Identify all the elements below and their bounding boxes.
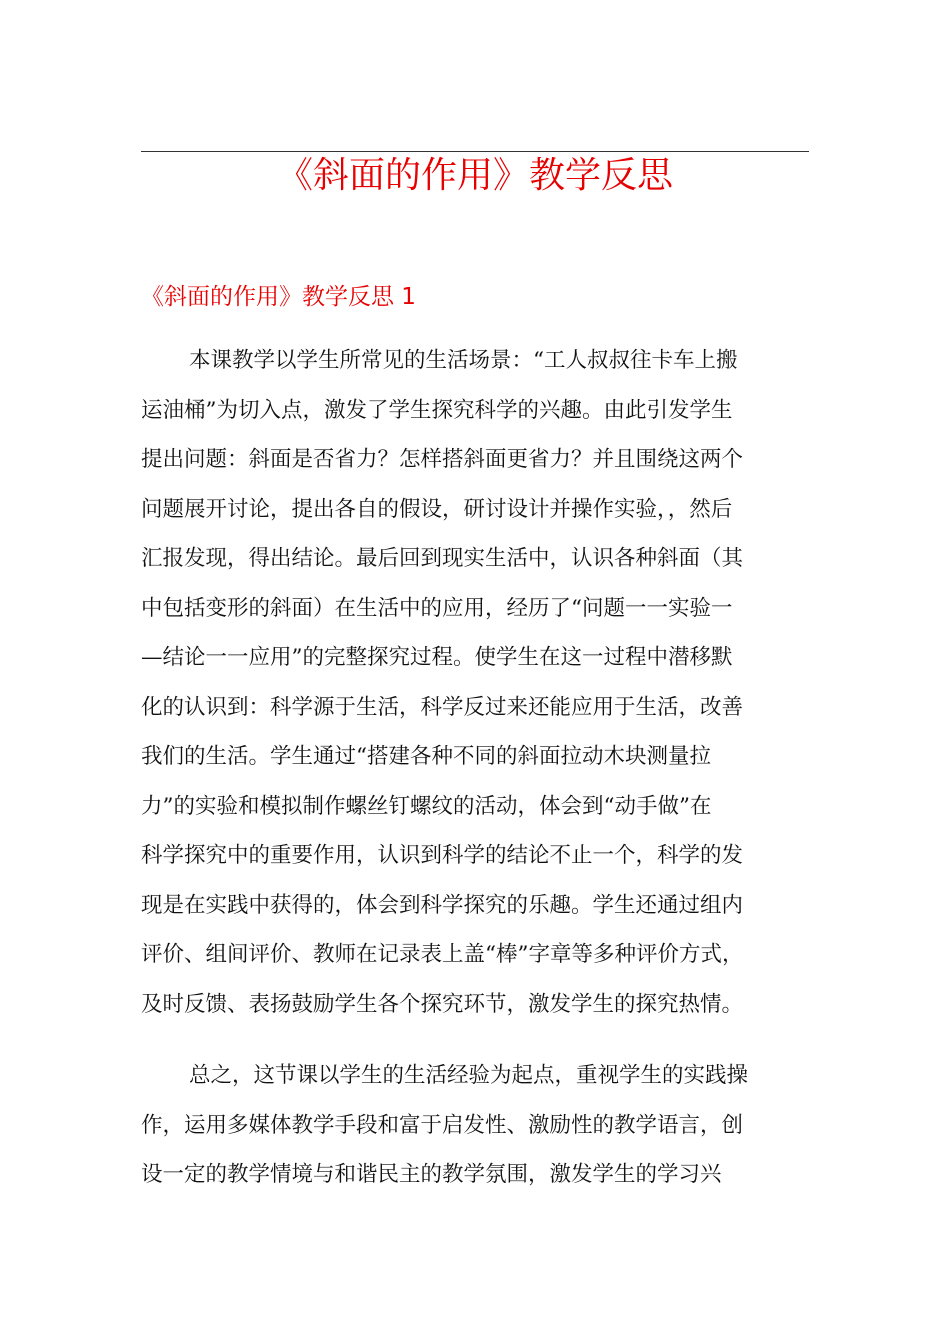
body-paragraph-2 — [141, 1051, 821, 1200]
paragraph-line: 运油桶”为切入点，激发了学生探究科学的兴趣。由此引发学生 — [141, 397, 733, 423]
paragraph-line: 作，运用多媒体教学手段和富于启发性、激励性的教学语言，创 — [141, 1112, 744, 1138]
paragraph-line: 汇报发现，得出结论。最后回到现实生活中，认识各种斜面（其 — [141, 546, 744, 571]
body-paragraph-1 — [141, 336, 821, 1029]
paragraph-line: 现是在实践中获得的，体会到科学探究的乐趣。学生还通过组内 — [141, 892, 744, 918]
document-title: 《斜面的作用》教学反思 — [276, 155, 673, 196]
paragraph-line: 提出问题：斜面是否省力？怎样搭斜面更省力？并且围绕这两个 — [141, 447, 744, 472]
paragraph-line: 总之，这节课以学生的生活经验为起点，重视学生的实践操 — [189, 1063, 749, 1088]
paragraph-line: 我们的生活。学生通过“搭建各种不同的斜面拉动木块测量拉 — [141, 744, 711, 769]
paragraph-line: 中包括变形的斜面）在生活中的应用，经历了“问题一一实验一 — [141, 595, 733, 621]
paragraph-line: 问题展开讨论，提出各自的假设，研讨设计并操作实验，，然后 — [141, 496, 733, 522]
paragraph-line: 力”的实验和模拟制作螺丝钉螺纹的活动，体会到“动手做”在 — [141, 793, 712, 819]
section-heading: 《斜面的作用》教学反思 1 — [141, 284, 416, 310]
paragraph-line: 设一定的教学情境与和谐民主的教学氛围，激发学生的学习兴 — [141, 1162, 722, 1187]
paragraph-line: —结论一一应用”的完整探究过程。使学生在这一过程中潜移默 — [141, 645, 733, 670]
paragraph-line: 本课教学以学生所常见的生活场景：“工人叔叔往卡车上搬 — [189, 348, 738, 373]
paragraph-line: 及时反馈、表扬鼓励学生各个探究环节，激发学生的探究热情。 — [141, 991, 744, 1017]
paragraph-line: 科学探究中的重要作用，认识到科学的结论不止一个，科学的发 — [141, 843, 744, 868]
paragraph-line: 化的认识到：科学源于生活，科学反过来还能应用于生活，改善 — [141, 694, 744, 720]
paragraph-line: 评价、组间评价、教师在记录表上盖“棒”字章等多种评价方式， — [141, 942, 744, 967]
